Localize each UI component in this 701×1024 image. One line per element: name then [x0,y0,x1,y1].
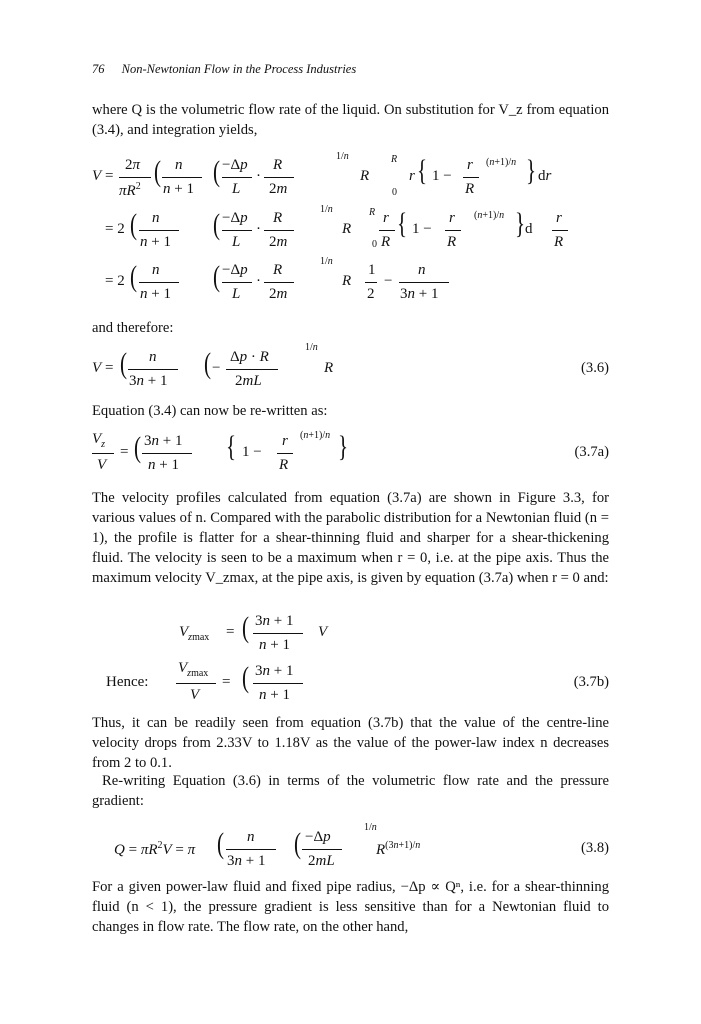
equation-3-8: $Q = \pi R^2V = \pi$ ( n 3n + 1 ( −Δp 2mL 1/n $R^{(3n+1)/n}$ (3.8) [114,822,609,869]
paragraph-1: where Q is the volumetric flow rate of the liquid. On substitution for V_z from equation (3.4), and integration yields, [92,102,609,138]
equation-3-6: V = ( n 3n + 1 ( − Δp · R 2mL 1/n R (3.6) [92,342,609,389]
paragraph-4: The velocity profiles calculated from equation (3.7a) are shown in Figure 3.3, for various values of n. Compared with the parabolic distribution for a Newtonian fluid (n = 1), the profile is flatter for a shear-thinning fluid and sharper for a shear-thickening fluid. The velocity is seen to be a maximum when r = 0, i.e. at the pipe axis. Thus the maximum velocity V_zmax, at the pipe axis, is given by equation (3.7a) when r = 0 and: [92,490,609,586]
paragraph-3: Equation (3.4) can now be re-written as: [92,403,328,419]
hence-label: Hence: [106,674,149,690]
paragraph-6: Re-writing Equation (3.6) in terms of the volumetric flow rate and the pressure gradient: [92,773,609,809]
equation-vzmax: $V_{zmax}$ = ( 3n + 1 n + 1 V [179,611,328,653]
equation-number-3-8: (3.8) [581,840,609,856]
paragraph-5: Thus, it can be readily seen from equation (3.7b) that the value of the centre-line velocity drops from 2.33V to 1.18V as the value of the power-law index n decreases from 2 to 0.1. [92,715,609,771]
paragraph-2: and therefore: [92,320,174,336]
equation-number-3-7b: (3.7b) [573,674,609,690]
equation-number-3-6: (3.6) [581,360,609,376]
running-title: Non-Newtonian Flow in the Process Industries [121,62,357,76]
running-header [92,62,356,77]
equation-v-integral: V = 2π $\pi R^2$ ( n n + 1 ( −Δp L · R 2m 1/n R R 0 r { 1 − r R (n+1)/n } dr = 2 ( n n + 1 ( −Δp L · R 2m 1/n R R 0 r R { 1 − r R (n+1)/n } d r R = 2 ( n n + 1 ( −Δp L · R 2m 1/n R 1 2 − n 3n + 1 [92,150,609,160]
equation-3-7b: Hence: $V_{zmax}$ V = ( 3n + 1 n + 1 (3.7b) [106,660,609,703]
paragraph-7: For a given power-law fluid and fixed pipe radius, −Δp ∝ Qⁿ, i.e. for a shear-thinning fluid (n < 1), the pressure gradient is less sensitive than for a Newtonian fluid to changes in flow rate. The flow rate, on the other hand, [92,879,609,935]
equation-3-7a: $V_z$ V = ( 3n + 1 n + 1 { 1 − r R (n+1)/n } (3.7a) [92,430,609,473]
page-number: 76 [92,62,105,76]
equation-number-3-7a: (3.7a) [574,444,609,460]
